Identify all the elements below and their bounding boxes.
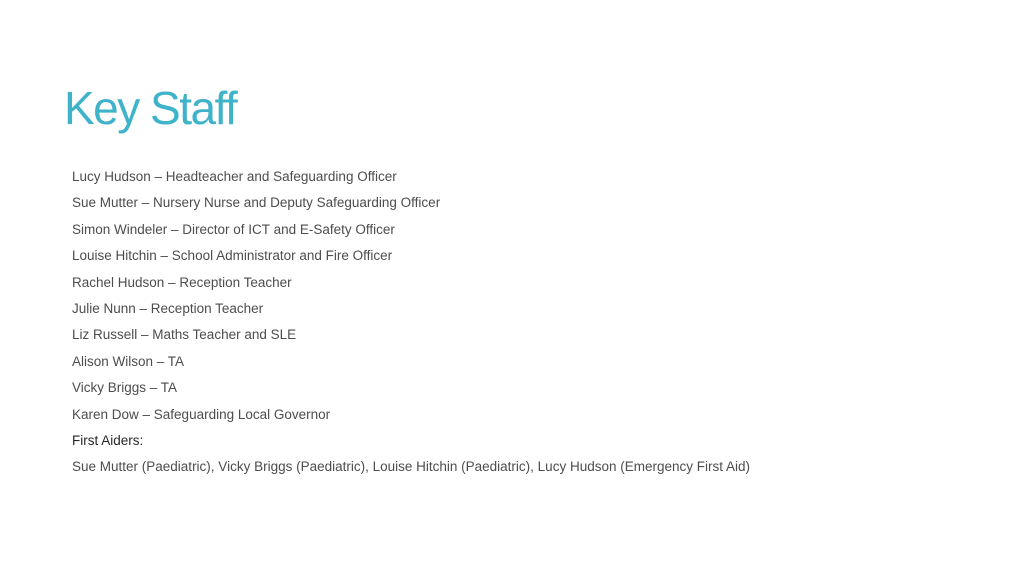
staff-line: Liz Russell – Maths Teacher and SLE bbox=[72, 327, 297, 343]
staff-line: Julie Nunn – Reception Teacher bbox=[72, 300, 264, 316]
staff-line: Alison Wilson – TA bbox=[72, 353, 185, 369]
staff-line: Louise Hitchin – School Administrator and Fire Officer bbox=[72, 248, 393, 264]
first-aiders-list: Sue Mutter (Paediatric), Vicky Briggs (Paediatric), Louise Hitchin (Paediatric), Lucy Hudson (Emergency First Aid) bbox=[72, 459, 751, 475]
slide-title: Key Staff bbox=[64, 82, 237, 134]
staff-line: Simon Windeler – Director of ICT and E-Safety Officer bbox=[72, 221, 395, 237]
staff-line: Sue Mutter – Nursery Nurse and Deputy Safeguarding Officer bbox=[72, 195, 441, 211]
staff-list bbox=[72, 164, 750, 481]
staff-line: Lucy Hudson – Headteacher and Safeguarding Officer bbox=[72, 169, 397, 184]
staff-line: Vicky Briggs – TA bbox=[72, 380, 178, 396]
staff-line: Rachel Hudson – Reception Teacher bbox=[72, 274, 292, 290]
staff-line: Karen Dow – Safeguarding Local Governor bbox=[72, 406, 331, 422]
first-aiders-heading: First Aiders: bbox=[72, 432, 144, 448]
